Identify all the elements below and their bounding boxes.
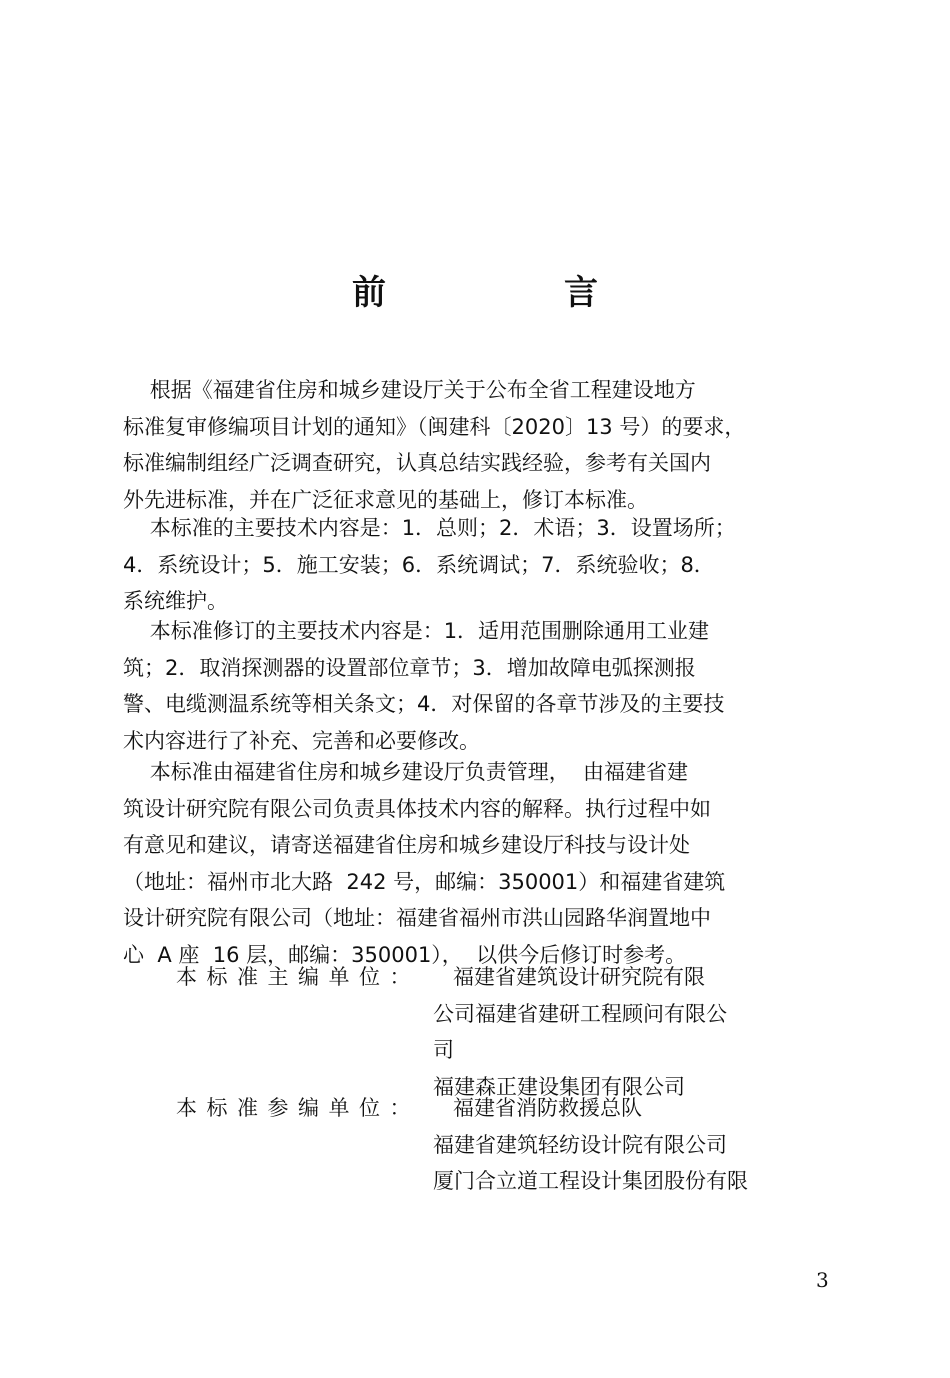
text-line: 本标准的主要技术内容是：1．总则；2．术语；3．设置场所；	[123, 516, 736, 540]
participating-units-label: 本标准参编单位：	[176, 1096, 420, 1120]
list-item: 福建省建筑轻纺设计院有限公司	[433, 1132, 727, 1157]
text-line: 标准编制组经广泛调查研究，认真总结实践经验，参考有关国内	[123, 451, 711, 476]
text-line: 系统维护。	[123, 589, 228, 614]
text-line: 外先进标准，并在广泛征求意见的基础上，修订本标准。	[123, 487, 648, 512]
participating-units-list	[433, 1090, 748, 1200]
text-line: 有意见和建议，请寄送福建省住房和城乡建设厅科技与设计处	[123, 833, 690, 858]
page-number: 3	[816, 1268, 829, 1292]
list-item: 司	[433, 1038, 454, 1063]
chief-units-list	[433, 959, 727, 1105]
list-item: 福建省消防救援总队	[433, 1096, 643, 1120]
text-line: 筑设计研究院有限公司负责具体技术内容的解释。执行过程中如	[123, 796, 711, 821]
list-item: 厦门合立道工程设计集团股份有限	[433, 1169, 748, 1194]
preface-paragraph-basis	[123, 372, 745, 518]
text-line: 心 A 座 16 层，邮编：350001）， 以供今后修订时参考。	[123, 942, 687, 967]
list-item: 福建森正建设集团有限公司	[433, 1074, 685, 1099]
preface-paragraph-management	[123, 754, 725, 974]
text-line: 警、电缆测温系统等相关条文；4．对保留的各章节涉及的主要技	[123, 692, 725, 717]
text-line: 术内容进行了补充、完善和必要修改。	[123, 728, 480, 753]
text-line: 本标准修订的主要技术内容是：1．适用范围删除通用工业建	[123, 619, 710, 643]
text-line: 4．系统设计；5．施工安装；6．系统调试；7．系统验收；8．	[123, 552, 715, 577]
text-line: 本标准由福建省住房和城乡建设厅负责管理， 由福建省建	[123, 760, 689, 784]
page-title: 前 言	[352, 273, 670, 313]
text-line: 标准复审修编项目计划的通知》（闽建科〔2020〕13 号）的要求，	[123, 414, 746, 439]
chief-units-label: 本标准主编单位：	[176, 965, 420, 989]
preface-paragraph-main-contents	[123, 510, 736, 620]
list-item: 公司福建省建研工程顾问有限公	[433, 1001, 727, 1026]
text-line: 根据《福建省住房和城乡建设厅关于公布全省工程建设地方	[123, 378, 696, 402]
preface-paragraph-revisions	[123, 613, 724, 759]
list-item: 福建省建筑设计研究院有限	[433, 965, 706, 989]
text-line: （地址：福州市北大路 242 号，邮编：350001）和福建省建筑	[123, 869, 726, 894]
text-line: 设计研究院有限公司（地址：福建省福州市洪山园路华润置地中	[123, 906, 711, 931]
text-line: 筑；2．取消探测器的设置部位章节；3．增加故障电弧探测报	[123, 655, 696, 680]
